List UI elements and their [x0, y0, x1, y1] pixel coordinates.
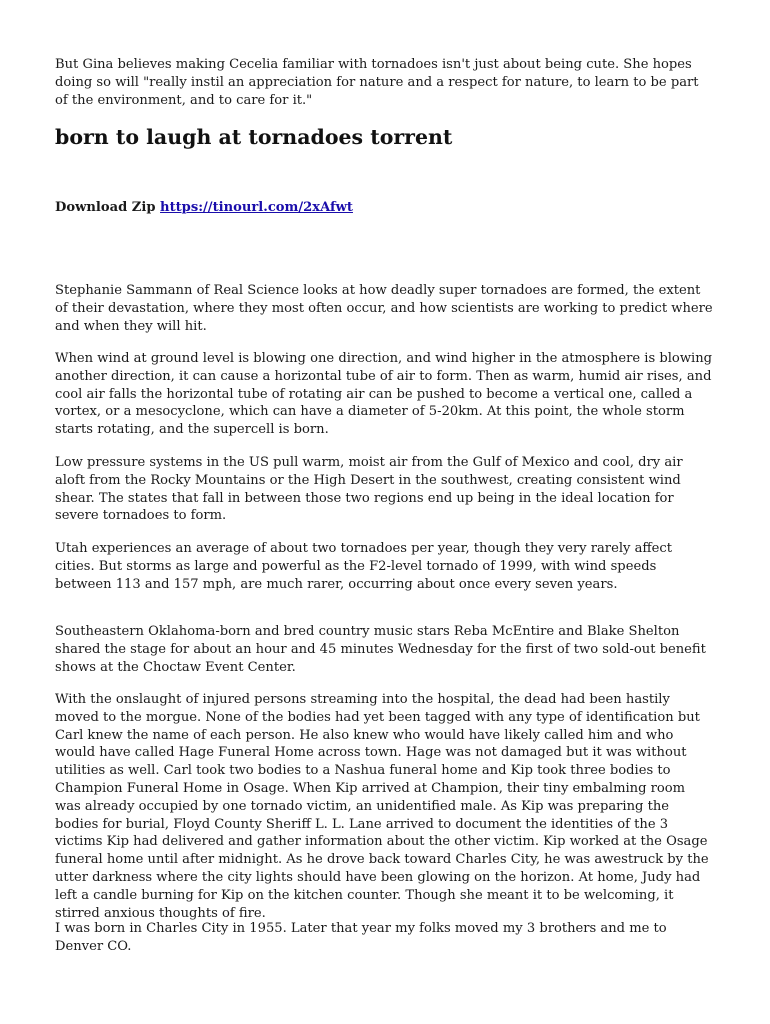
- download-line: [55, 199, 353, 217]
- body-paragraph: Utah experiences an average of about two tornadoes per year, though they very rarely affect cities. But storms as large and powerful as the F2-level tornado of 1999, with wind speeds between 113 and 157 mph, are much rarer, occurring about once every seven years.: [55, 541, 673, 592]
- intro-paragraph: But Gina believes making Cecelia familiar with tornadoes isn't just about being cute. She hopes doing so will "really instil an appreciation for nature and a respect for nature, to learn to be part of the environment, and to care for it.": [55, 57, 699, 108]
- body-paragraph: With the onslaught of injured persons streaming into the hospital, the dead had been hastily moved to the morgue. None of the bodies had yet been tagged with any type of identification but Carl knew the name of each person. He also knew who would have likely called him and who would have called Hage Funeral Home across town. Hage was not damaged but it was without utilities as well. Carl took two bodies to a Nashua funeral home and Kip took three bodies to Champion Funeral Home in Osage. When Kip arrived at Champion, their tiny embalming room was already occupied by one tornado victim, an unidentified male. As Kip was preparing the bodies for burial, Floyd County Sheriff L. L. Lane arrived to document the identities of the 3 victims Kip had delivered and gather information about the other victim. Kip worked at the Osage funeral home until after midnight. As he drove back toward Charles City, he was awestruck by the utter darkness where the city lights should have been glowing on the horizon. At home, Judy had left a candle burning for Kip on the kitchen counter. Though she meant it to be welcoming, it stirred anxious thoughts of fire.: [55, 692, 709, 921]
- body-paragraph: When wind at ground level is blowing one direction, and wind higher in the atmosphere is blowing another direction, it can cause a horizontal tube of air to form. Then as warm, humid air rises, and cool air falls the horizontal tube of rotating air can be pushed to become a vertical one, called a vortex, or a mesocyclone, which can have a diameter of 5-20km. At this point, the whole storm starts rotating, and the supercell is born.: [55, 351, 713, 438]
- download-link[interactable]: https://tinourl.com/2xAfwt: [160, 200, 353, 215]
- body-paragraph: I was born in Charles City in 1955. Later that year my folks moved my 3 brothers and me to Denver CO.: [55, 921, 667, 954]
- body-paragraph: Southeastern Oklahoma-born and bred country music stars Reba McEntire and Blake Shelton shared the stage for about an hour and 45 minutes Wednesday for the first of two sold-out benefit shows at the Choctaw Event Center.: [55, 624, 706, 675]
- body-paragraph: Low pressure systems in the US pull warm, moist air from the Gulf of Mexico and cool, dry air aloft from the Rocky Mountains or the High Desert in the southwest, creating consistent wind shear. The states that fall in between those two regions end up being in the ideal location for severe tornadoes to form.: [55, 455, 683, 524]
- page-title: born to laugh at tornadoes torrent: [55, 125, 453, 149]
- body-paragraph: Stephanie Sammann of Real Science looks at how deadly super tornadoes are formed, the extent of their devastation, where they most often occur, and how scientists are working to predict where and when they will hit.: [55, 283, 713, 334]
- download-label: Download Zip: [55, 200, 156, 215]
